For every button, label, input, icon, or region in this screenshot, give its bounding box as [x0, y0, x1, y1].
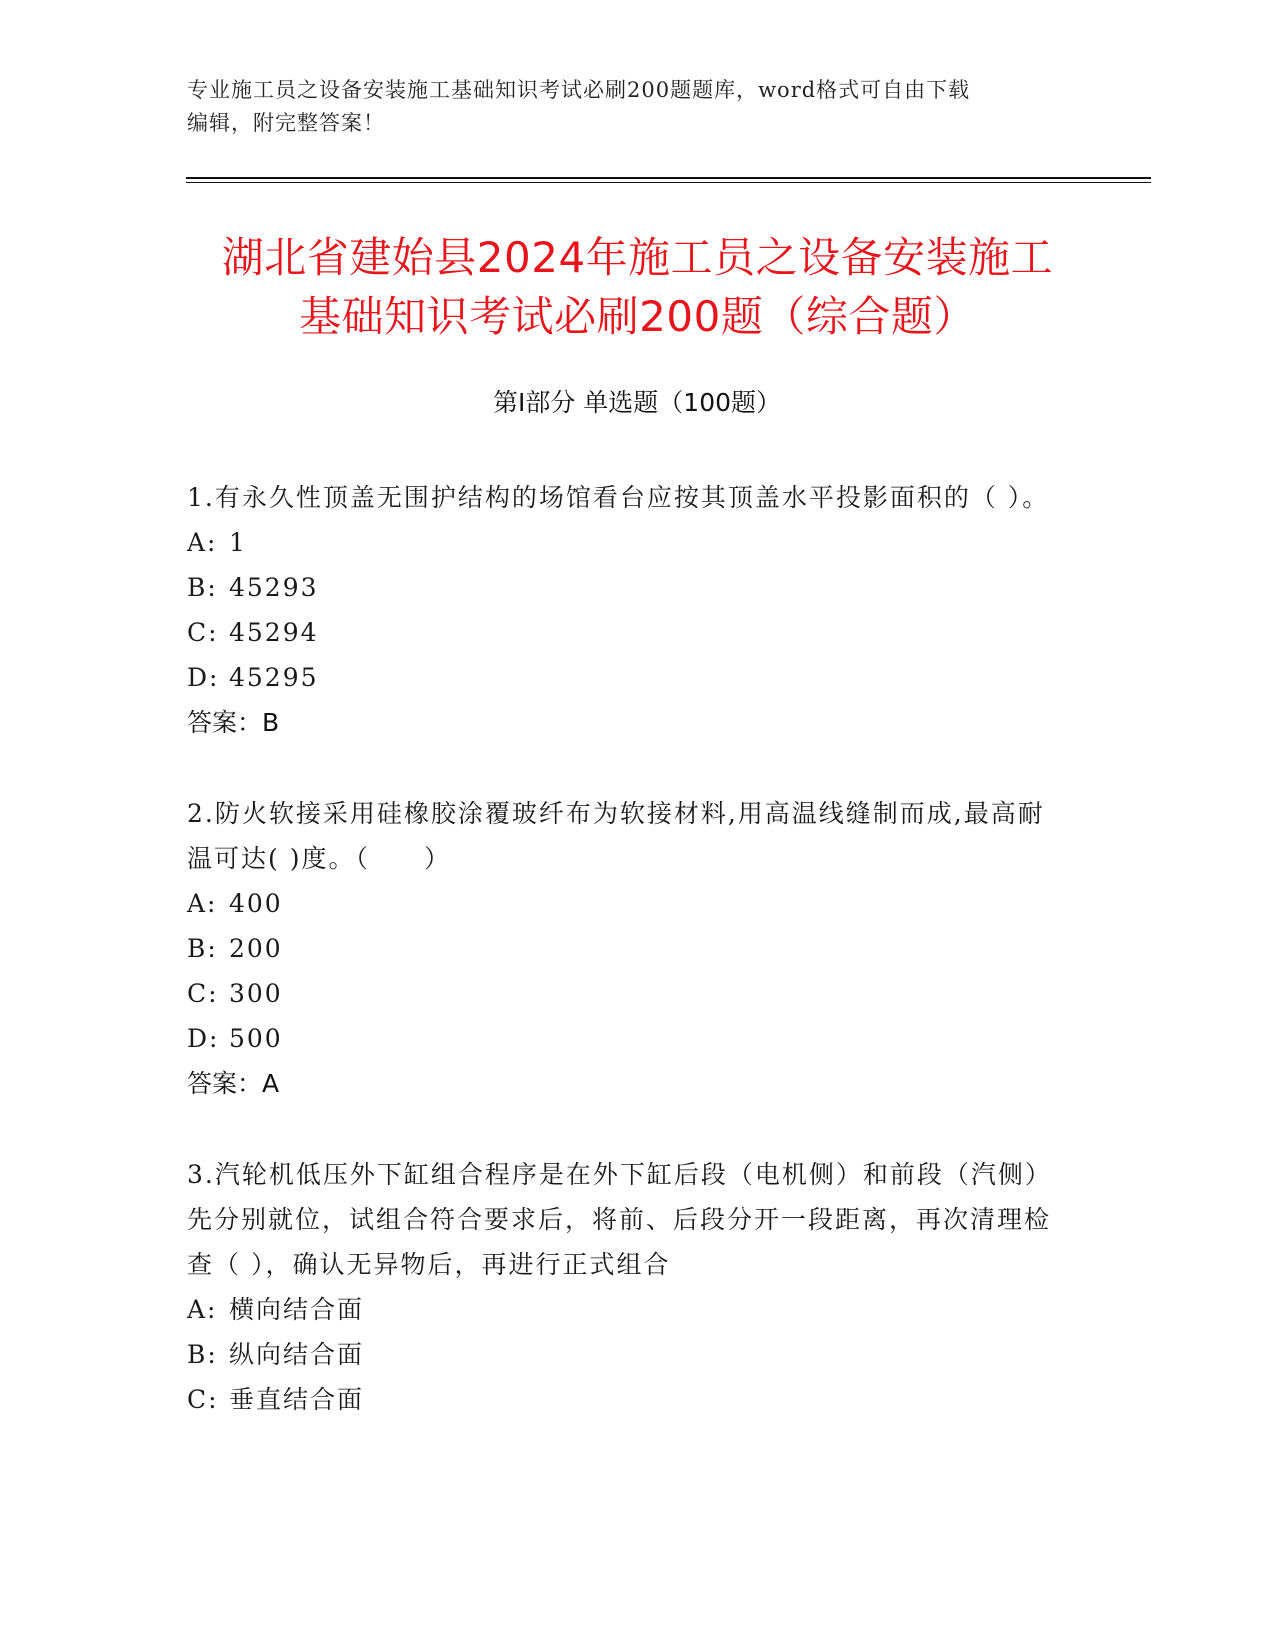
- option-letter: C:: [187, 618, 219, 647]
- option-c: [187, 971, 1067, 1016]
- question-2: [187, 791, 1067, 1106]
- option-a: [187, 881, 1067, 926]
- option-letter: A:: [187, 528, 218, 557]
- option-text: 500: [229, 1024, 283, 1053]
- option-d: [187, 655, 1067, 700]
- option-c: [187, 610, 1067, 655]
- header-note-line-2: 编辑，附完整答案！: [187, 111, 385, 135]
- question-stem: 3.汽轮机低压外下缸组合程序是在外下缸后段（电机侧）和前段（汽侧）先分别就位，试组合符合要求后，将前、后段分开一段距离，再次清理检查（ ），确认无异物后，再进行正式组合: [187, 1160, 1052, 1279]
- option-c: [187, 1377, 1067, 1422]
- option-text: 200: [229, 934, 283, 963]
- option-text: 45295: [229, 663, 319, 692]
- option-letter: A:: [187, 889, 218, 918]
- option-letter: B:: [187, 573, 218, 602]
- question-list: [187, 475, 1067, 1468]
- question-1: [187, 475, 1067, 745]
- option-d: [187, 1016, 1067, 1061]
- document-title-line-1: 湖北省建始县2024年施工员之设备安装施工: [221, 233, 1054, 282]
- option-a: [187, 520, 1067, 565]
- question-stem: 2.防火软接采用硅橡胶涂覆玻纤布为软接材料,用高温线缝制而成,最高耐温可达( )度。（ ）: [187, 799, 1045, 873]
- option-text: 45294: [229, 618, 319, 647]
- option-letter: B:: [187, 934, 218, 963]
- option-text: 1: [229, 528, 247, 557]
- document-title: [150, 228, 1125, 346]
- option-letter: B:: [187, 1340, 218, 1369]
- answer-line: 答案：A: [187, 1069, 280, 1098]
- option-letter: D:: [187, 663, 220, 692]
- option-text: 垂直结合面: [229, 1385, 365, 1414]
- option-text: 横向结合面: [229, 1295, 365, 1324]
- question-3: [187, 1152, 1067, 1422]
- option-b: [187, 1332, 1067, 1377]
- question-stem: 1.有永久性顶盖无围护结构的场馆看台应按其顶盖水平投影面积的（ ）。: [187, 483, 1050, 512]
- option-text: 400: [229, 889, 283, 918]
- header-rule-thin: [186, 182, 1151, 183]
- option-letter: D:: [187, 1024, 220, 1053]
- answer-line: 答案：B: [187, 708, 280, 737]
- option-text: 纵向结合面: [229, 1340, 365, 1369]
- document-title-line-2: 基础知识考试必刷200题（综合题）: [299, 292, 976, 341]
- option-b: [187, 926, 1067, 971]
- option-text: 300: [229, 979, 283, 1008]
- option-b: [187, 565, 1067, 610]
- option-a: [187, 1287, 1067, 1332]
- option-letter: C:: [187, 1385, 219, 1414]
- option-letter: C:: [187, 979, 219, 1008]
- option-text: 45293: [229, 573, 319, 602]
- option-letter: A:: [187, 1295, 218, 1324]
- section-title: 第Ⅰ部分 单选题（100题）: [492, 388, 782, 417]
- header-note-line-1: 专业施工员之设备安装施工基础知识考试必刷200题题库，word格式可自由下载: [187, 78, 971, 102]
- header-note: [187, 74, 1067, 140]
- header-rule-thick: [186, 177, 1151, 179]
